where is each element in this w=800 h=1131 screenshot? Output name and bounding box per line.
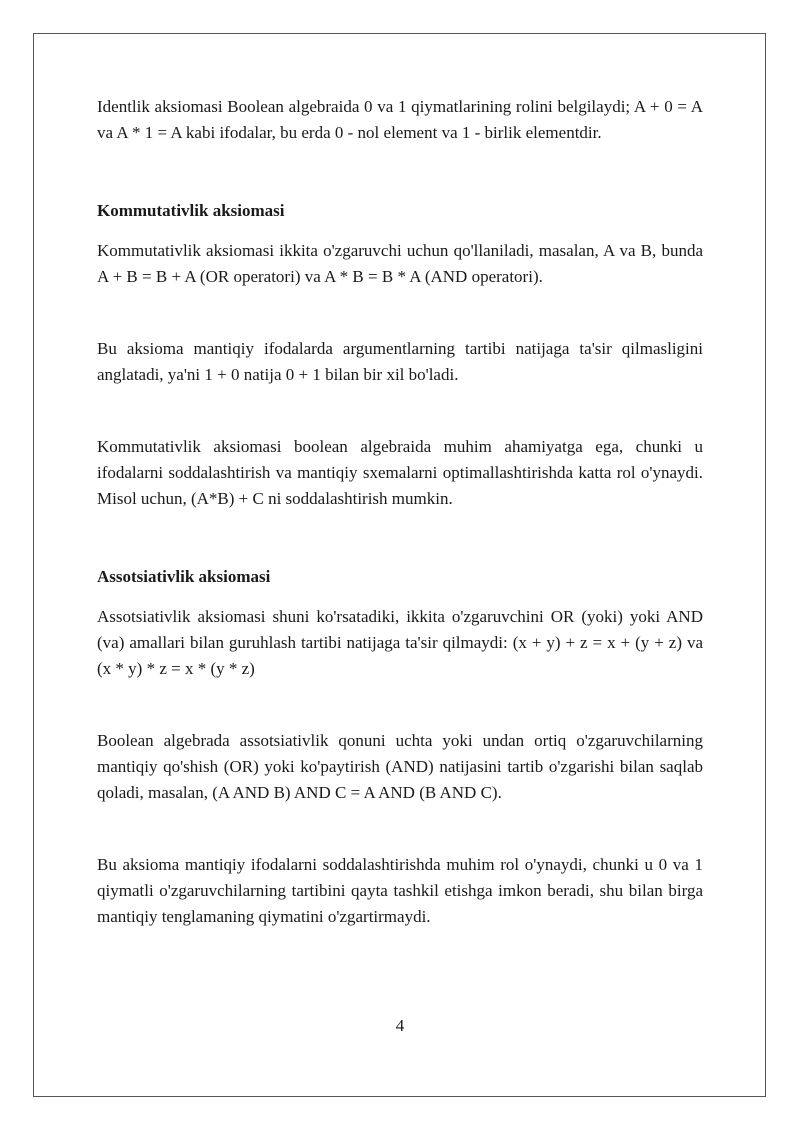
paragraph-commutativity-meaning: Bu aksioma mantiqiy ifodalarda argumentlarning tartibi natijaga ta'sir qilmasligini anglatadi, ya'ni 1 + 0 natija 0 + 1 bilan bir xil bo'ladi.: [97, 339, 703, 384]
heading-commutativity: Kommutativlik aksiomasi: [97, 201, 285, 220]
heading-associativity: Assotsiativlik aksiomasi: [97, 567, 271, 586]
paragraph-commutativity-definition: Kommutativlik aksiomasi ikkita o'zgaruvchi uchun qo'llaniladi, masalan, A va B, bunda A + B = B + A (OR operatori) va A * B = B * A (AND operatori).: [97, 241, 703, 286]
paragraph-commutativity-importance: Kommutativlik aksiomasi boolean algebraida muhim ahamiyatga ega, chunki u ifodalarni soddalashtirish va mantiqiy sxemalarni optimallashtirishda katta rol o'ynaydi. Misol uchun, (A*B) + C ni soddalashtirish mumkin.: [97, 437, 703, 508]
page-number: 4: [395, 1016, 405, 1035]
paragraph-associativity-definition: Assotsiativlik aksiomasi shuni ko'rsatadiki, ikkita o'zgaruvchini OR (yoki) yoki AND (va) amallari bilan guruhlash tartibi natijaga ta'sir qilmaydi: (x + y) + z = x + (y + z) va (x * y) * z = x * (y * z): [97, 607, 703, 678]
page-content: [97, 94, 703, 930]
paragraph-associativity-law: Boolean algebrada assotsiativlik qonuni uchta yoki undan ortiq o'zgaruvchilarning mantiqiy qo'shish (OR) yoki ko'paytirish (AND) natijasini tartib o'zgarishi bilan saqlab qoladi, masalan, (A AND B) AND C = A AND (B AND C).: [97, 731, 703, 802]
paragraph-associativity-role: Bu aksioma mantiqiy ifodalarni soddalashtirishda muhim rol o'ynaydi, chunki u 0 va 1 qiymatli o'zgaruvchilarning tartibini qayta tashkil etishga imkon beradi, shu bilan birga mantiqiy tenglamaning qiymatini o'zgartirmaydi.: [97, 855, 703, 926]
paragraph-identity-axiom: Identlik aksiomasi Boolean algebraida 0 va 1 qiymatlarining rolini belgilaydi; A + 0 = A va A * 1 = A kabi ifodalar, bu erda 0 - nol element va 1 - birlik elementdir.: [97, 97, 703, 142]
